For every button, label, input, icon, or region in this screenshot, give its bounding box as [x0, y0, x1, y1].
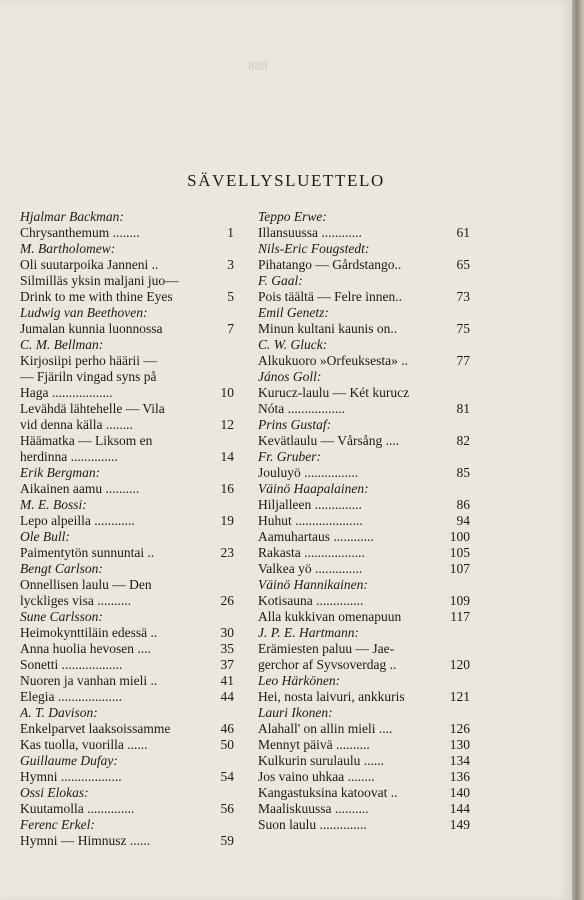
song-title: Jos vaino uhkaa ........	[258, 769, 375, 784]
index-entry	[258, 753, 470, 769]
page-ref: 130	[449, 737, 470, 752]
index-entry	[20, 801, 234, 817]
index-entry	[20, 641, 234, 657]
page-ref: 75	[456, 321, 470, 336]
composer-name: Ole Bull:	[20, 529, 70, 544]
song-title: Elegia ...................	[20, 689, 122, 704]
page-ref: 10	[220, 385, 234, 400]
song-title: Kangastuksina katoovat ..	[258, 785, 398, 800]
composer-group	[20, 497, 234, 529]
composer-name: Ossi Elokas:	[20, 785, 89, 800]
song-title: Jouluyö ................	[258, 465, 359, 480]
index-entry	[258, 433, 470, 449]
composer-group	[258, 481, 470, 577]
page-ref: 107	[449, 561, 470, 576]
song-title: Maaliskuussa ..........	[258, 801, 369, 816]
index-entry	[258, 609, 470, 625]
composer-group	[20, 817, 234, 849]
composer-group	[258, 625, 470, 673]
index-entry	[258, 689, 470, 705]
page-ref: 41	[220, 673, 234, 688]
index-entry	[20, 545, 234, 561]
song-title: Hymni ..................	[20, 769, 122, 784]
book-spine	[572, 0, 584, 900]
page-ref: 26	[220, 593, 234, 608]
page-ref: 144	[449, 801, 470, 816]
index-entry	[258, 785, 470, 801]
song-title: Onnellisen laulu — Den lyckliges visa ..........	[20, 577, 152, 608]
composer-group	[258, 241, 470, 273]
composer-group	[20, 705, 234, 753]
composer-group	[258, 337, 470, 369]
page-ref: 54	[220, 769, 234, 784]
page-ref: 117	[450, 609, 470, 624]
page-title: SÄVELLYSLUETTELO	[187, 171, 385, 190]
composer-group	[20, 561, 234, 609]
index-entry	[258, 817, 470, 833]
composer-name: Lauri Ikonen:	[258, 705, 333, 720]
composer-name: Väinö Hannikainen:	[258, 577, 368, 592]
page-ref: 105	[449, 545, 470, 560]
composer-name: J. P. E. Hartmann:	[258, 625, 359, 640]
index-entry	[20, 273, 234, 305]
composer-name: C. W. Gluck:	[258, 337, 328, 352]
page-ref: 109	[449, 593, 470, 608]
composer-name: A. T. Davison:	[20, 705, 98, 720]
index-entry	[20, 737, 234, 753]
song-title: Heimokynttiläin edessä ..	[20, 625, 158, 640]
composer-name: Sune Carlsson:	[20, 609, 103, 624]
index-entry	[20, 257, 234, 273]
song-title: Aamuhartaus ............	[258, 529, 374, 544]
song-title: Erämiesten paluu — Jae- gerchor af Syvsoverdag ..	[258, 641, 397, 672]
song-title: Rakasta ..................	[258, 545, 365, 560]
composer-name: Guillaume Dufay:	[20, 753, 118, 768]
composer-name: Nils-Eric Fougstedt:	[258, 241, 370, 256]
song-title: Oli suutarpoika Janneni ..	[20, 257, 159, 272]
composer-group	[20, 785, 234, 817]
composer-name: M. E. Bossi:	[20, 497, 87, 512]
index-entry	[20, 401, 234, 433]
index-entry	[258, 513, 470, 529]
page-ref: 85	[456, 465, 470, 480]
composer-group	[258, 417, 470, 449]
page-ref: 14	[220, 449, 234, 464]
song-title: Pihatango — Gårdstango..	[258, 257, 402, 272]
page-ref: 37	[220, 657, 234, 672]
page-ref: 12	[220, 417, 234, 432]
page-ref: 16	[220, 481, 234, 496]
song-title: Enkelparvet laaksoissamme	[20, 721, 171, 736]
composer-name: C. M. Bellman:	[20, 337, 104, 352]
index-entry	[20, 721, 234, 737]
composer-group	[258, 209, 470, 241]
song-title: Sonetti ..................	[20, 657, 123, 672]
index-entry	[258, 385, 470, 417]
song-title: Hymni — Himnusz ......	[20, 833, 151, 848]
song-title: Kirjosiipi perho häärii — — Fjäriln vingad syns på Haga ..................	[20, 353, 157, 400]
composer-group	[20, 609, 234, 705]
index-entry	[258, 721, 470, 737]
index-entry	[258, 769, 470, 785]
composer-name: Erik Bergman:	[20, 465, 101, 480]
composer-group	[20, 337, 234, 465]
song-title: Paimentytön sunnuntai ..	[20, 545, 155, 560]
composer-group	[20, 465, 234, 497]
page-ref: 65	[456, 257, 470, 272]
page-ref: 73	[456, 289, 470, 304]
index-entry	[20, 689, 234, 705]
composer-group	[258, 305, 470, 337]
composer-group	[20, 241, 234, 305]
page-ref: 59	[220, 833, 234, 848]
composer-name: Leo Härkönen:	[258, 673, 341, 688]
composer-group	[20, 209, 234, 241]
composer-group	[258, 577, 470, 625]
page-ref: 77	[456, 353, 470, 368]
page-ref: 81	[456, 401, 470, 416]
song-title: Minun kultani kaunis on..	[258, 321, 398, 336]
page-ref: 30	[220, 625, 234, 640]
composer-name: János Goll:	[258, 369, 322, 384]
composer-group	[258, 705, 470, 833]
page-ref: 44	[220, 689, 234, 704]
index-entry	[258, 737, 470, 753]
composer-group	[258, 449, 470, 481]
page-ref: 121	[449, 689, 470, 704]
composer-name: Bengt Carlson:	[20, 561, 103, 576]
index-entry	[258, 801, 470, 817]
index-entry	[258, 545, 470, 561]
song-title: Kurucz-laulu — Két kurucz Nóta .................	[258, 385, 410, 416]
composer-group	[258, 273, 470, 305]
index-entry	[258, 497, 470, 513]
index-entry	[20, 353, 234, 401]
page-number-faint: 888	[248, 58, 268, 73]
index-entry	[258, 465, 470, 481]
index-column-right	[258, 209, 470, 833]
page-ref: 82	[456, 433, 470, 448]
page-ref: 100	[449, 529, 470, 544]
song-title: Lepo alpeilla ............	[20, 513, 135, 528]
song-title: Chrysanthemum ........	[20, 225, 140, 240]
song-title: Alkukuoro »Orfeuksesta» ..	[258, 353, 408, 368]
index-entry	[20, 481, 234, 497]
index-entry	[20, 321, 234, 337]
song-title: Mennyt päivä ..........	[258, 737, 370, 752]
composer-name: Väinö Haapalainen:	[258, 481, 369, 496]
page-ref: 46	[220, 721, 234, 736]
song-title: Levähdä lähtehelle — Vila vid denna källa ........	[20, 401, 165, 432]
composer-group	[258, 673, 470, 705]
song-title: Pois täältä — Felre innen..	[258, 289, 402, 304]
index-entry	[258, 321, 470, 337]
page-ref: 50	[220, 737, 234, 752]
page-ref: 3	[227, 257, 234, 272]
song-title: Kevätlaulu — Vårsång ....	[258, 433, 400, 448]
song-title: Nuoren ja vanhan mieli ..	[20, 673, 158, 688]
composer-name: Ludwig van Beethoven:	[20, 305, 148, 320]
composer-group	[20, 529, 234, 561]
page-ref: 94	[456, 513, 470, 528]
page-ref: 7	[227, 321, 234, 336]
index-column-left	[20, 209, 234, 849]
composer-name: Prins Gustaf:	[258, 417, 332, 432]
song-title: Alahall' on allin mieli ....	[258, 721, 393, 736]
song-title: Valkea yö ..............	[258, 561, 363, 576]
page-ref: 136	[449, 769, 470, 784]
index-entry	[20, 625, 234, 641]
song-title: Silmilläs yksin maljani juo— Drink to me with thine Eyes	[20, 273, 179, 304]
index-entry	[258, 641, 470, 673]
page-ref: 120	[449, 657, 470, 672]
index-entry	[20, 657, 234, 673]
page-ref: 23	[220, 545, 234, 560]
page-ref: 19	[220, 513, 234, 528]
composer-name: F. Gaal:	[258, 273, 303, 288]
index-entry	[258, 257, 470, 273]
index-entry	[20, 673, 234, 689]
index-entry	[20, 577, 234, 609]
index-entry	[258, 353, 470, 369]
page-ref: 134	[449, 753, 470, 768]
index-entry	[258, 225, 470, 241]
index-entry	[20, 433, 234, 465]
composer-group	[20, 305, 234, 337]
composer-group	[20, 753, 234, 785]
song-title: Aikainen aamu ..........	[20, 481, 140, 496]
composer-group	[258, 369, 470, 417]
song-title: Häämatka — Liksom en herdinna ..............	[20, 433, 153, 464]
index-entry	[20, 833, 234, 849]
page-ref: 35	[220, 641, 234, 656]
song-title: Suon laulu ..............	[258, 817, 367, 832]
page-ref: 61	[456, 225, 470, 240]
index-entry	[20, 513, 234, 529]
index-entry	[258, 561, 470, 577]
composer-name: M. Bartholomew:	[20, 241, 116, 256]
index-entry	[258, 289, 470, 305]
composer-name: Ferenc Erkel:	[20, 817, 95, 832]
song-title: Illansuussa ............	[258, 225, 362, 240]
song-title: Huhut ....................	[258, 513, 363, 528]
page-ref: 140	[449, 785, 470, 800]
composer-name: Emil Genetz:	[258, 305, 329, 320]
song-title: Kuutamolla ..............	[20, 801, 135, 816]
index-entry	[258, 529, 470, 545]
page-ref: 149	[449, 817, 470, 832]
page-ref: 1	[227, 225, 234, 240]
index-entry	[258, 593, 470, 609]
song-title: Kas tuolla, vuorilla ......	[20, 737, 148, 752]
song-title: Hei, nosta laivuri, ankkuris	[258, 689, 405, 704]
index-entry	[20, 769, 234, 785]
song-title: Kotisauna ..............	[258, 593, 364, 608]
page-ref: 5	[227, 289, 234, 304]
song-title: Jumalan kunnia luonnossa	[20, 321, 163, 336]
song-title: Hiljalleen ..............	[258, 497, 362, 512]
index-entry	[20, 225, 234, 241]
composer-name: Fr. Gruber:	[258, 449, 321, 464]
composer-name: Hjalmar Backman:	[20, 209, 124, 224]
page-ref: 86	[456, 497, 470, 512]
song-title: Anna huolia hevosen ....	[20, 641, 151, 656]
song-title: Kulkurin surulaulu ......	[258, 753, 384, 768]
page-ref: 126	[449, 721, 470, 736]
song-title: Alla kukkivan omenapuun	[258, 609, 402, 624]
page-ref: 56	[220, 801, 234, 816]
composer-name: Teppo Erwe:	[258, 209, 327, 224]
